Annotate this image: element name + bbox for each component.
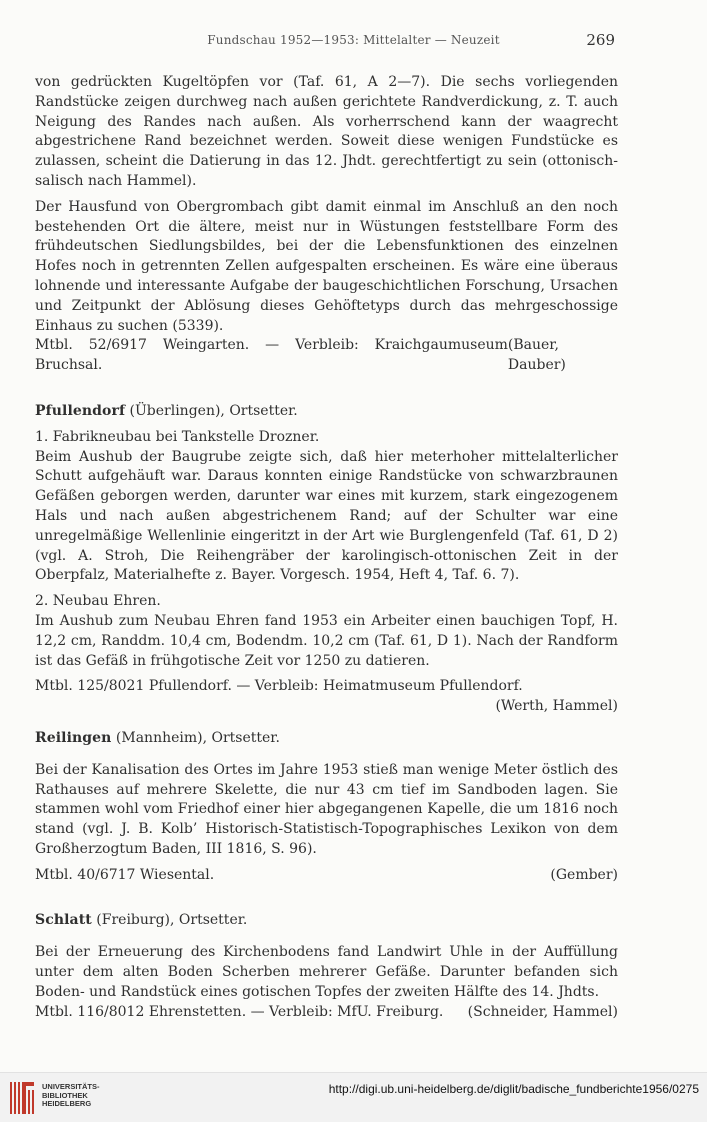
paragraph-neubau-ehren: Im Aushub zum Neubau Ehren fand 1953 ein Arbeiter einen bauchigen Topf, H. 12,2 cm, Randdm. 10,4 cm, Bodendm. 10,2 cm (Taf. 61, D 1). Nach der Randform ist das Gefäß in frühgotische Zeit vor 1250 zu datieren. xyxy=(35,612,618,669)
library-name xyxy=(42,1083,100,1109)
paragraph-schlatt: Bei der Erneuerung des Kirchenbodens fand Landwirt Uhle in der Auffüllung unter dem alten Boden Scherben mehrerer Gefäße. Darunter befanden sich Boden- und Randstück eines gotischen Topfes der zweiten Hälfte des 14. Jhdts. xyxy=(35,944,618,1000)
article-body xyxy=(35,73,618,1022)
section-heading-pfullendorf xyxy=(35,402,618,422)
heading-rest: (Überlingen), Ortsetter. xyxy=(125,402,298,419)
reference-line xyxy=(35,336,618,376)
subsection-title: 1. Fabrikneubau bei Tankstelle Drozner. xyxy=(35,428,320,445)
place-name: Pfullendorf xyxy=(35,402,126,419)
paragraph-obergrombach-summary: Der Hausfund von Obergrombach gibt damit einmal im Anschluß an den noch bestehenden Ort die ältere, meist nur in Wüstungen feststellbare Form des frühdeutschen Siedlungsbildes, bei der die Lebensfunktionen des einzelnen Hofes noch in getrennten Zellen aufgespalten erscheinen. Es wäre eine überaus lohnende und interessante Aufgabe der baugeschichtlichen Forschung, Ursachen und Zeitpunkt der Ablösung dieses Gehöftetyps durch das mehrgeschossige Einhaus zu suchen (5339). xyxy=(35,198,618,334)
library-name-line: HEIDELBERG xyxy=(42,1099,92,1109)
section-heading-schlatt xyxy=(35,911,618,931)
heading-rest: (Mannheim), Ortsetter. xyxy=(111,729,280,746)
running-title: Fundschau 1952—1953: Mittelalter — Neuzeit xyxy=(207,33,500,47)
library-name-line: UNIVERSITÄTS- xyxy=(42,1082,100,1091)
place-name: Schlatt xyxy=(35,912,92,929)
authors: (Werth, Hammel) xyxy=(495,698,618,715)
subsection-title: 2. Neubau Ehren. xyxy=(35,593,161,610)
section-heading-reilingen xyxy=(35,729,618,749)
map-reference: Mtbl. 116/8012 Ehrenstetten. — Verbleib: MfU. Freiburg. xyxy=(35,1003,444,1020)
map-reference: Mtbl. 125/8021 Pfullendorf. — Verbleib: Heimatmuseum Pfullendorf. xyxy=(35,678,523,695)
paragraph-fabrikneubau: Beim Aushub der Baugrube zeigte sich, daß hier meterhoher mittelalterlicher Schutt aufgehäuft war. Daraus konnten einige Randstücke von schwarzbraunen Gefäßen geborgen werden, darunter war eines mit kurzem, stark eingezogenem Hals und nach außen abgestrichenem Rand; auf der Schulter war eine unregelmäßige Wellenlinie eingeritzt in der Art wie Burglengenfeld (Taf. 61, D 2) (vgl. A. Stroh, Die Reihengräber der karolingisch-ottonischen Zeit in der Oberpfalz, Materialhefte z. Bayer. Vorgesch. 1954, Heft 4, Taf. 6. 7). xyxy=(35,448,618,584)
library-footer xyxy=(0,1072,707,1122)
page-number: 269 xyxy=(586,31,615,49)
reference-line xyxy=(35,1003,618,1023)
permalink-url[interactable]: http://digi.ub.uni-heidelberg.de/diglit/badische_fundberichte1956/0275 xyxy=(328,1082,699,1096)
place-name: Reilingen xyxy=(35,729,112,746)
paragraph-reilingen: Bei der Kanalisation des Ortes im Jahre 1953 stieß man wenige Meter östlich des Rathauses auf mehrere Skelette, die nur 43 cm tief im Sandboden lagen. Sie stammen wohl vom Friedhof einer hier abgegangenen Kapelle, die um 1816 noch stand (vgl. J. B. Kolb’ Historisch-Statistisch-Topographisches Lexikon von dem Großherzogtum Baden, III 1816, S. 96). xyxy=(35,761,618,857)
library-logo-icon xyxy=(8,1078,38,1118)
library-name-line: BIBLIOTHEK xyxy=(42,1090,88,1100)
reference-line xyxy=(35,866,618,886)
running-header xyxy=(0,31,707,53)
authors: (Gember) xyxy=(550,866,618,883)
map-reference: Mtbl. 52/6917 Weingarten. — Verbleib: Kraichgaumuseum Bruchsal. xyxy=(35,337,508,374)
authors: (Bauer, Dauber) xyxy=(507,337,566,374)
heading-rest: (Freiburg), Ortsetter. xyxy=(91,912,248,929)
authors: (Schneider, Hammel) xyxy=(467,1003,618,1020)
paragraph-obergrombach-dating: von gedrückten Kugeltöpfen vor (Taf. 61, A 2—7). Die sechs vorliegenden Randstücke zeigen durchweg nach außen gerichtete Randverdickung, z. T. auch Neigung des Randes nach außen. Als vorherrschend kann der waagrecht abgestrichene Rand bezeichnet werden. Soweit diese wenigen Fundstücke es zulassen, scheint die Datierung in das 12. Jhdt. gerechtfertigt zu sein (ottonisch-salisch nach Hammel). xyxy=(35,74,618,189)
map-reference: Mtbl. 40/6717 Wiesental. xyxy=(35,866,215,883)
